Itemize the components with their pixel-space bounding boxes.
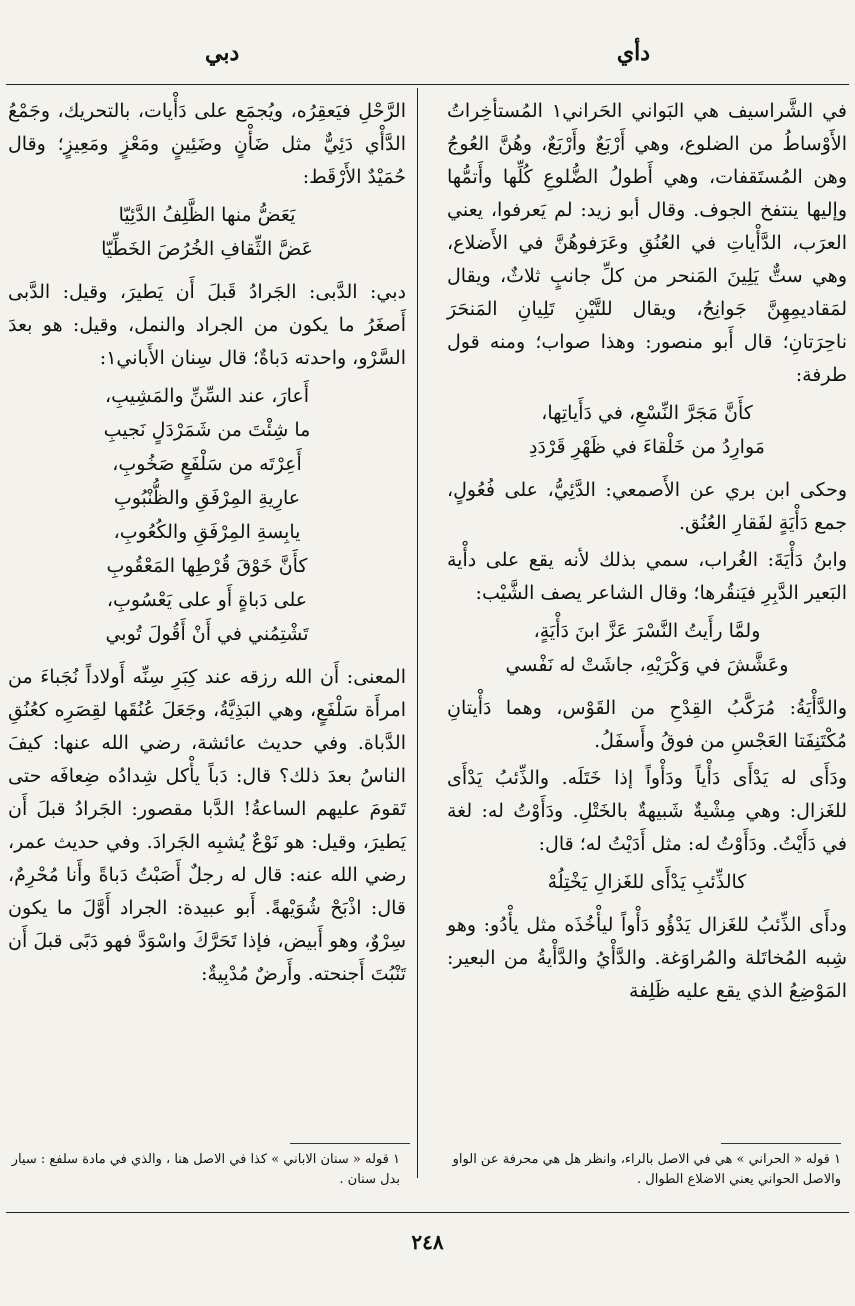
header-rule <box>6 84 849 85</box>
left-header-word: دبي <box>205 40 240 66</box>
paragraph: والدَّأْيَةُ: مُرَكَّبُ القِدْحِ من القَوْس، وهما دَأْيتانِ مُكْتَنِفَتا العَجْسِ من فوقُ وأَسفَلُ. <box>447 697 847 752</box>
right-header-word: دأي <box>616 40 650 66</box>
verse-line: أَعِرْتَه من سَلْفَعٍ صَخُوبِ، <box>112 453 302 475</box>
footnote-rule <box>290 1143 410 1144</box>
verse-line: كأَنَّ مَجَرَّ النِّسْعِ، في دَأَياتِها، <box>541 402 753 424</box>
verse-line: تَشْتِمُني في أَنْ أَقُولَ تُوبي <box>105 623 309 645</box>
verse-line: عَضَّ الثِّقافِ الخُرُصَ الخَطِّيّا <box>101 238 313 260</box>
verse <box>447 396 847 464</box>
verse-line: كأَنَّ خَوْقَ قُرْطِها المَعْقُوبِ <box>106 555 308 577</box>
column-divider <box>417 88 418 1178</box>
paragraph: المعنى: أَن الله رزقه عند كِبَرِ سِنِّه أَولاداً نُجَباءَ من امرأَة سَلْفَعٍ، وهي البَذِيَّةُ، وجَعَلَ عُنُقَها لقِصَرِه كعُنُقِ الدَّباة. وفي حديث عائشة، رضي الله عنها: كيفَ الناسُ بعدَ ذلك؟ قال: دَباً يأْكل شِدادُه ضِعافَه حتى تَقومَ عليهم الساعةُ! الدَّبا مقصور: الجَرادُ قبلَ أَن يَطيرَ، وقيل: هو نَوْعٌ يُشبِه الجَرادَ. وفي حديث عمر، رضي الله عنه: قال له رجلٌ أَصَبْتُ دَباةً وأَنا مُحْرِمٌ، قال: اذْبَحْ شُوَيْهةً. أَبو عبيدة: الجراد أَوَّلَ ما يكون سِرْوٌ، وهو أَبيض، فإذا تَحَرَّكَ واسْوَدَّ فهو دَبًى قبلَ أَن تَنْبُتَ أَجنحته. وأَرضٌ مُدْبِيةٌ: <box>8 666 406 985</box>
verse-line: مَوارِدُ من خَلْقاءَ في ظَهْرِ قَرْدَدِ <box>529 436 765 458</box>
left-column <box>8 95 406 995</box>
paragraph: في الشَّراسيف هي البَواني الحَراني١ المُستأخِراتُ الأَوْساطُ من الضلوع، وهي أَرْبَعٌ وأَرْبَعٌ، وهُنَّ العُوجُ وهن المُستَقفات، وهي أَطولُ الضُّلوعِ كُلِّها وأَتمُّها وإليها ينتفخ الجوف. وقال أبو زيد: لم يَعرفوا، يعني العرَب، الدَّأْياتِ في العُنُقِ وعَرَفوهُنَّ في الأَضلاع، وهي ستٌّ يَلِينَ المَنحر من كلِّ جانبٍ ثلاثٌ، ويقال لمَقاديمِهِنَّ جَوانِحُ، ويقال للتَّيْنِ تَلِيانِ المَنحَرَ ناحِرَتانِ؛ قال أَبو منصور: وهذا صواب؛ ومنه قول طرفة: <box>447 100 847 386</box>
footnote-right: ١ قوله « الحراني » هي في الاصل بالراء، وانظر هل هي محرفة عن الواو والاصل الحواني يعني الاضلاع الطوال . <box>452 1152 841 1187</box>
verse <box>8 198 406 266</box>
verse-line: أَعارَ، عند السِّنِّ والمَشِيبِ، <box>104 385 310 407</box>
footer-rule <box>6 1212 849 1213</box>
paragraph: وابنُ دَأْيَةَ: الغُراب، سمي بذلك لأنه يقع على دأْية البَعير الدَّبِرِ فيَنقُرها؛ وقال الشاعر يصف الشَّيْب: <box>447 549 847 604</box>
verse <box>8 379 406 651</box>
verse <box>447 865 847 899</box>
verse-line: يابِسةِ المِرْفَقِ والكُعُوبِ، <box>113 521 301 543</box>
paragraph: ودَأَى له يَدْأَى دَأْياً ودَأْواً إذا خَتَلَه. والذِّئبُ يَدْأَى للغَزال: وهي مِشْيةٌ شَبيهةٌ بالخَتْلِ. ودَأَوْتُ له: لغة في دَأَيْتُ. ودَأَوْتُ له: مثل أَدَيْتُ له؛ قال: <box>447 767 847 855</box>
paragraph: دبي: الدَّبى: الجَرادُ قَبلَ أَن يَطيرَ، وقيل: الدَّبى أَصغَرُ ما يكون من الجراد والنمل، وقيل: هو بعدَ السَّرْو، واحدته دَباةٌ؛ قال سِنان الأَباني١: <box>8 281 406 369</box>
right-column <box>447 95 847 1012</box>
verse-line: يَعَضُّ منها الظَّلِفُ الدَّئِيّا <box>118 204 296 226</box>
paragraph: الرَّحْلِ فيَعقِرُه، ويُجمَع على دَأْيات، بالتحريك، وجَمْعُ الدَّأْي دَئِيٌّ مثل ضَأْنٍ وضَئِينٍ ومَعْزٍ ومَعِيزٍ؛ وقال حُمَيْدٌ الأَرْقَط: <box>8 100 406 188</box>
verse-line: ولمَّا رأَيتُ النَّسْرَ عَزَّ ابنَ دَأْيَةٍ، <box>533 620 761 642</box>
paragraph: ودأَى الذِّئبُ للغَزال يَدْؤُو دَأْواً ليأْخُذَه مثل يأْدُو: وهو شِبه المُخاتَلة والمُراوَغة. والدَّأْيُ والدَّأْيةُ من البعير: المَوْضِعُ الذي يقع عليه ظَلِفة <box>447 914 847 1002</box>
footnote-rule <box>721 1143 841 1144</box>
verse-line: عارِيةِ المِرْفَقِ والظُّنْبُوبِ <box>113 487 301 509</box>
page-number: ٢٤٨ <box>411 1230 444 1254</box>
verse <box>447 614 847 682</box>
verse-line: ما شِئْتَ من شَمَرْدَلٍ نَجيبِ <box>103 419 311 441</box>
paragraph: وحكى ابن بري عن الأَصمعي: الدَّئِيُّ، على فُعُولٍ، جمع دَأْيَةٍ لفَقارِ العُنُق. <box>447 479 847 534</box>
footnote-left: ١ قوله « سنان الاباني » كذا في الاصل هنا ، والذي في مادة سلفع : سيار بدل سنان . <box>11 1152 400 1187</box>
verse-line: وعَشَّشَ في وَكْرَيْهِ، جاشَتْ له نَفْسي <box>505 654 789 676</box>
verse-line: كالذِّئبِ يَدْأَى للغَزالِ يَخْتِلُهْ <box>547 871 747 893</box>
verse-line: على دَباةٍ أَو على يَعْسُوبِ، <box>106 589 308 611</box>
